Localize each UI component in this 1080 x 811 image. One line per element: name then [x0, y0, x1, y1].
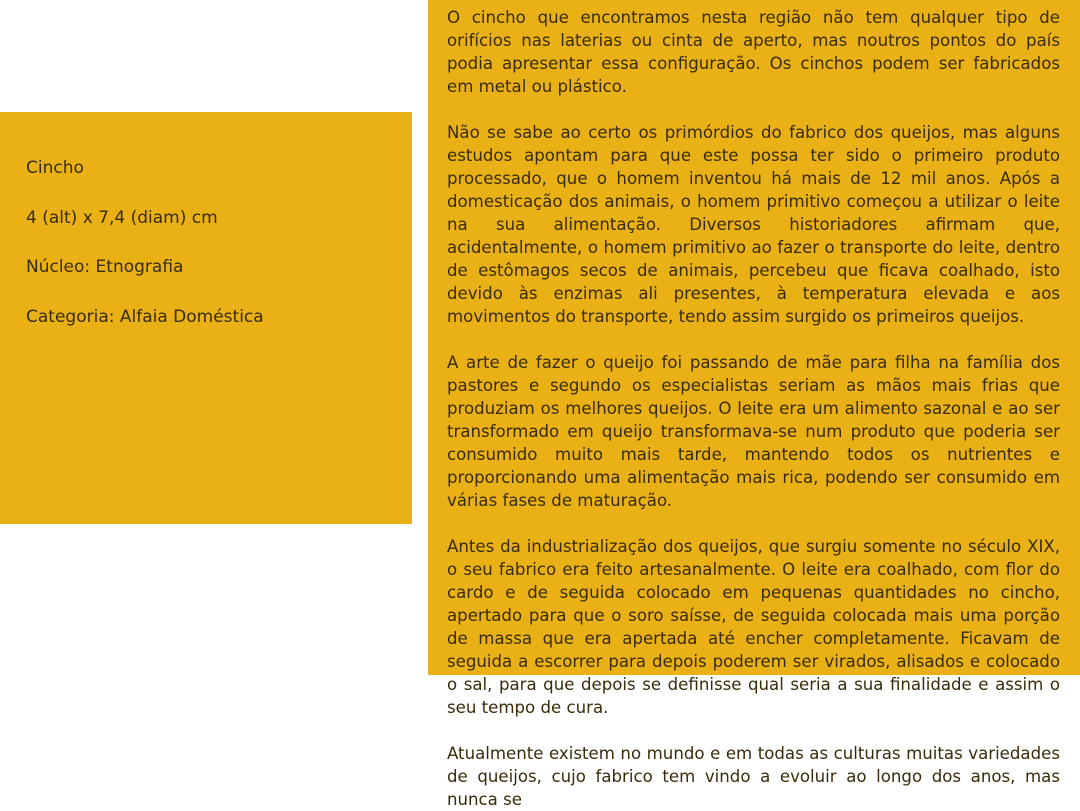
object-info-card	[0, 112, 412, 524]
description-paragraph-5: Atualmente existem no mundo e em todas as culturas muitas variedades de queijos, cujo fabrico tem vindo a evoluir ao longo dos anos, mas nunca se	[447, 744, 1060, 809]
description-paragraph-3: A arte de fazer o queijo foi passando de mãe para filha na família dos pastores e segundo os especialistas seriam as mãos mais frias que produziam os melhores queijos. O leite era um alimento sazonal e ao ser transformado em queijo transformava-se num produto que poderia ser consumido muito mais tarde, mantendo todos os nutrientes e proporcionando uma alimentação mais rica, podendo ser consumido em várias fases de maturação.	[447, 353, 1060, 510]
description-paragraph-4: Antes da industrialização dos queijos, que surgiu somente no século XIX, o seu fabrico era feito artesanalmente. O leite era coalhado, com flor do cardo e de seguida colocado em pequenas quantidades no cincho, apertado para que o soro saísse, de seguida colocada mais uma porção de massa que era apertada até encher completamente. Ficavam de seguida a escorrer para depois poderem ser virados, alisados e colocado o sal, para que depois se definisse qual seria a sua finalidade e assim o seu tempo de cura.	[447, 537, 1060, 717]
object-name: Cincho	[26, 158, 84, 178]
description-paragraph-2: Não se sabe ao certo os primórdios do fabrico dos queijos, mas alguns estudos apontam para que este possa ter sido o primeiro produto processado, que o homem inventou há mais de 12 mil anos. Após a domesticação dos animais, o homem primitivo começou a utilizar o leite na sua alimentação. Diversos historiadores afirmam que, acidentalmente, o homem primitivo ao fazer o transporte do leite, dentro de estômagos secos de animais, percebeu que ficava coalhado, isto devido às enzimas ali presentes, à temperatura elevada e aos movimentos do transporte, tendo assim surgido os primeiros queijos.	[447, 123, 1060, 326]
object-category: Categoria: Alfaia Doméstica	[26, 306, 264, 327]
description-paragraph-1: O cincho que encontramos nesta região não tem qualquer tipo de orifícios nas laterias ou cinta de aperto, mas noutros pontos do país podia apresentar essa configuração. Os cinchos podem ser fabricados em metal ou plástico.	[447, 8, 1060, 96]
object-nucleus: Núcleo: Etnografia	[26, 257, 184, 277]
object-dimensions: 4 (alt) x 7,4 (diam) cm	[26, 207, 218, 228]
description-panel	[428, 0, 1080, 809]
